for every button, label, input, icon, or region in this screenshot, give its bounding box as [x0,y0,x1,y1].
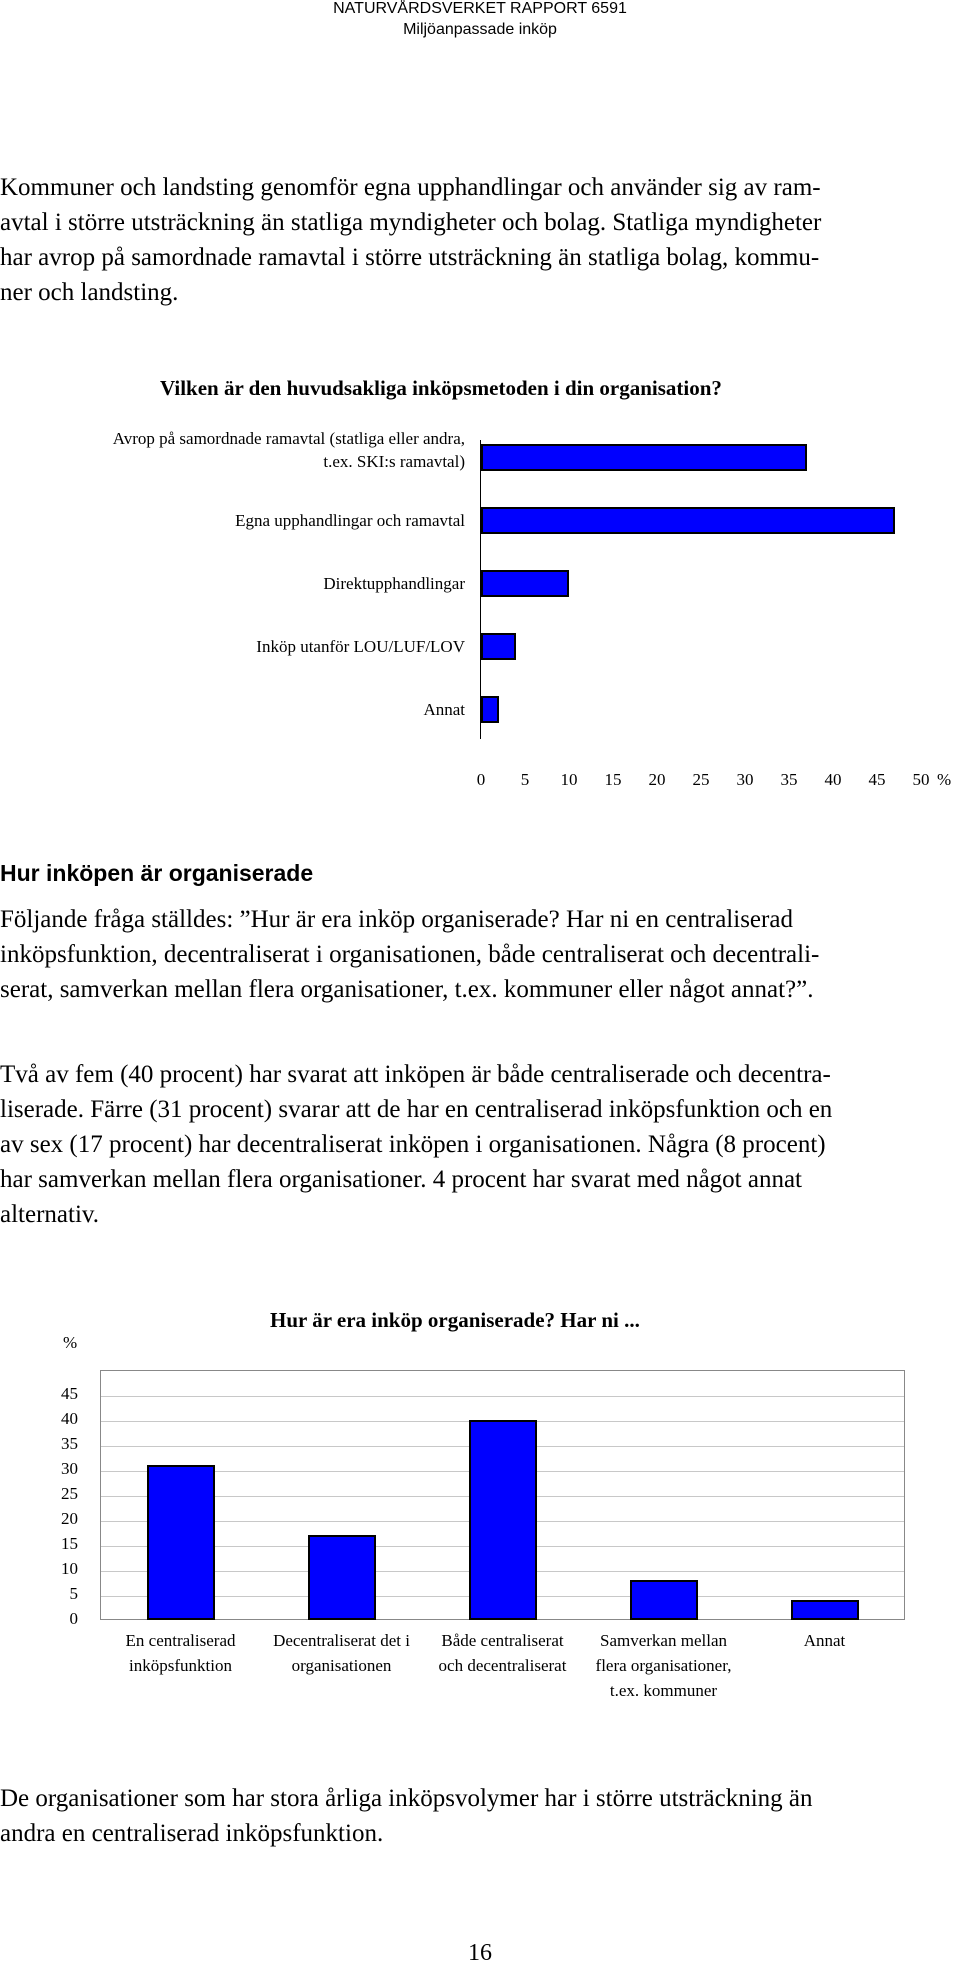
chart2-tick-label: 5 [69,1584,78,1603]
chart1-category-label-line: Egna upphandlingar och ramavtal [235,511,465,530]
chart1-category-label [45,635,465,658]
chart1-bar [481,696,499,723]
intro-line: har avrop på samordnade ramavtal i större utsträckning än statliga bolag, kommu- [0,244,820,271]
question-paragraph [0,902,960,1007]
chart2-tick-label: 0 [69,1609,78,1628]
chart1-tick-label: 15 [604,770,622,789]
chart2-category-label-line: Samverkan mellan [600,1631,727,1650]
chart2-tick-label: 30 [61,1459,78,1478]
chart1-tick-label: 40 [824,770,842,789]
chart2-category-label-line: flera organisationer, [595,1656,732,1675]
report-header: NATURVÅRDSVERKET RAPPORT 6591 [333,0,627,17]
chart2-category-label [579,1628,749,1703]
chart1-title: Vilken är den huvudsakliga inköpsmetoden i din organisation? [160,376,722,400]
result-line: Två av fem (40 procent) har svarat att inköpen är både centraliserade och decentra- [0,1061,831,1088]
chart2-tick-label: 10 [61,1559,78,1578]
chart2-category-label-line: inköpsfunktion [129,1656,232,1675]
chart2-category-label-line: t.ex. kommuner [609,1681,718,1700]
section-heading: Hur inköpen är organiserade [0,860,314,886]
chart2-bar [308,1535,376,1620]
chart2-tick-label: 25 [61,1484,78,1503]
chart1-horizontal-bar [0,428,960,830]
chart1-bar [481,444,807,471]
result-line: alternativ. [0,1201,100,1228]
chart2-category-label-line: och decentraliserat [438,1656,567,1675]
intro-line: Kommuner och landsting genomför egna upphandlingar och använder sig av ram- [0,174,821,201]
chart1-tick-label: 5 [520,770,530,789]
chart1-bar [481,570,569,597]
chart1-tick-label: 30 [736,770,754,789]
chart1-tick-label: 50 [912,770,930,789]
chart1-tick-label: 20 [648,770,666,789]
chart1-bar [481,507,895,534]
chart2-category-label-line: En centraliserad [125,1631,236,1650]
chart2-tick-label: 40 [61,1409,78,1428]
chart2-tick-label: 20 [61,1509,78,1528]
chart1-tick-label: 35 [780,770,798,789]
question-line: serat, samverkan mellan flera organisationer, t.ex. kommuner eller något annat?”. [0,976,814,1003]
chart1-tick-label: 25 [692,770,710,789]
chart1-bar [481,633,516,660]
chart2-category-label-line: Både centraliserat [441,1631,564,1650]
intro-line: avtal i större utsträckning än statliga myndigheter och bolag. Statliga myndigheter [0,209,822,236]
chart1-category-label [45,572,465,595]
chart2-category-label [740,1628,910,1653]
chart2-ylabel: % [63,1333,78,1352]
chart1-category-label-line: Inköp utanför LOU/LUF/LOV [256,637,465,656]
chart2-category-label [96,1628,266,1678]
chart2-vertical-bar [0,1333,960,1740]
chart2-tick-label: 15 [61,1534,78,1553]
result-line: har samverkan mellan flera organisationer. 4 procent har svarat med något annat [0,1166,803,1193]
chart1-axis-line [480,440,481,739]
chart2-bar [147,1465,215,1620]
conclusion-line: De organisationer som har stora årliga inköpsvolymer har i större utsträckning än [0,1785,813,1812]
conclusion-paragraph [0,1781,960,1851]
chart2-tick-label: 35 [61,1434,78,1453]
chart2-bar [630,1580,698,1620]
chart2-title: Hur är era inköp organiserade? Har ni ... [270,1308,640,1332]
chart1-tick-label: 10 [560,770,578,789]
intro-paragraph [0,170,960,310]
chart1-category-label-line: t.ex. SKI:s ramavtal) [323,451,465,471]
chart1-unit-label: % [937,770,952,789]
page-number: 16 [468,1940,492,1966]
chart2-category-label [257,1628,427,1678]
result-line: liserade. Färre (31 procent) svarar att de har en centraliserad inköpsfunktion och en [0,1096,833,1123]
conclusion-line: andra en centraliserad inköpsfunktion. [0,1820,384,1847]
chart2-bar [469,1420,537,1620]
chart2-tick-label: 45 [61,1384,78,1403]
question-line: inköpsfunktion, decentraliserat i organisationen, både centraliserat och decentrali- [0,941,820,968]
chart1-category-label [45,427,465,473]
chart2-category-label-line: organisationen [291,1656,392,1675]
intro-line: ner och landsting. [0,279,179,306]
chart2-category-label-line: Annat [803,1631,846,1650]
chart2-category-label [418,1628,588,1678]
report-subtitle: Miljöanpassade inköp [403,21,557,38]
question-line: Följande fråga ställdes: ”Hur är era inköp organiserade? Har ni en centraliserad [0,906,793,933]
chart1-tick-label: 0 [476,770,486,789]
result-paragraph [0,1057,960,1232]
chart2-bar [791,1600,859,1620]
chart1-category-label-line: Direktupphandlingar [323,574,465,593]
chart1-tick-label: 45 [868,770,886,789]
result-line: av sex (17 procent) har decentraliserat inköpen i organisationen. Några (8 procent) [0,1131,826,1158]
chart1-category-label-line: Avrop på samordnade ramavtal (statliga eller andra, [112,428,465,448]
chart1-category-label [45,698,465,721]
chart2-category-label-line: Decentraliserat det i [273,1631,410,1650]
chart1-category-label [45,509,465,532]
chart1-category-label-line: Annat [423,700,465,719]
chart2-gridline [101,1396,904,1397]
